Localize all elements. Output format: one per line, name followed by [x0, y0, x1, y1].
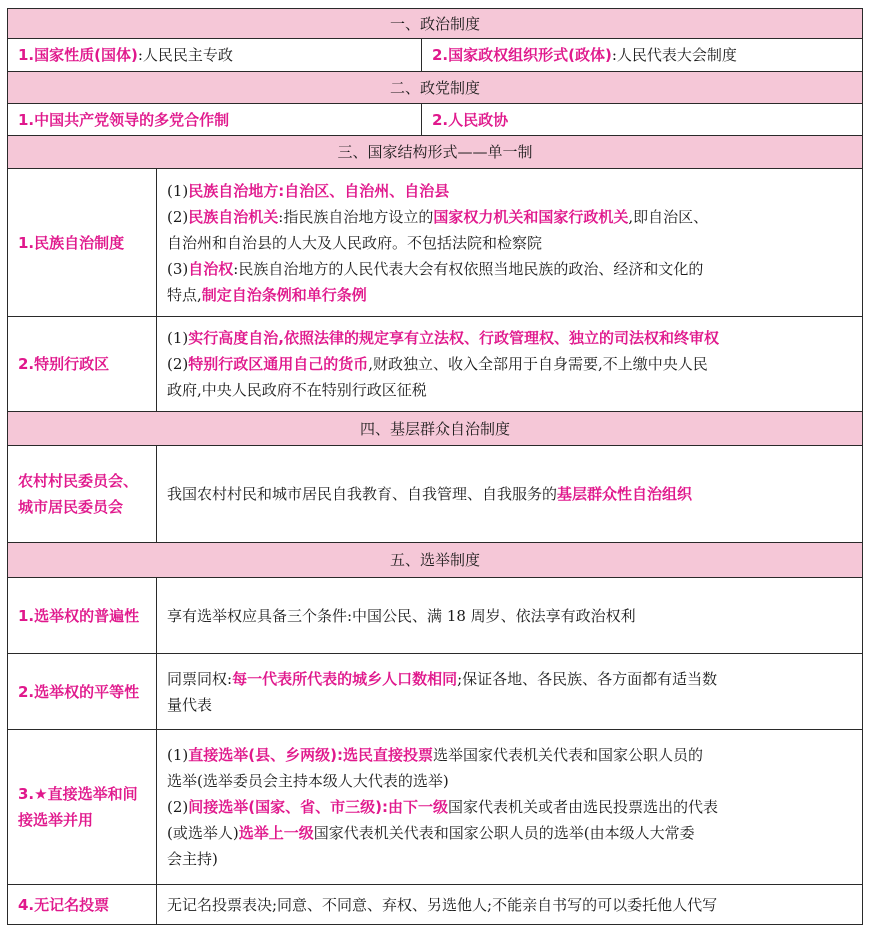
highlight-text: 直接选举(县、乡两级):选民直接投票 — [188, 746, 433, 764]
item-number: (1) — [167, 746, 189, 764]
highlight-text: 特别行政区通用自己的货币 — [188, 355, 369, 373]
table-row — [8, 169, 863, 317]
text-line: 会主持) — [167, 850, 218, 868]
sar-label: 2.特别行政区 — [8, 317, 157, 412]
highlight-text: 民族自治地方:自治区、自治州、自治县 — [188, 181, 450, 200]
party-cooperation-cell — [8, 104, 422, 136]
secret-ballot-content: 无记名投票表决;同意、不同意、弃权、另选他人;不能亲自书写的可以委托他人代写 — [157, 885, 863, 925]
text-line — [167, 178, 852, 204]
sar-content — [157, 317, 863, 412]
table-row — [8, 446, 863, 543]
equal-suffrage-label: 2.选举权的平等性 — [8, 654, 157, 730]
political-system-table — [7, 8, 863, 925]
text-line — [167, 204, 852, 230]
section-header-row — [8, 72, 863, 104]
table-row — [8, 104, 863, 136]
state-nature-cell — [8, 39, 422, 72]
table-row — [8, 578, 863, 654]
section-header-row — [8, 412, 863, 446]
ethnic-autonomy-label: 1.民族自治制度 — [8, 169, 157, 317]
item-number: (1) — [167, 329, 189, 347]
section-title-state-structure: 三、国家结构形式——单一制 — [8, 136, 863, 169]
body-text: 我国农村村民和城市居民自我教育、自我管理、自我服务的 — [167, 485, 558, 503]
body-text: ,财政独立、收入全部用于自身需要,不上缴中央人民 — [368, 355, 708, 373]
body-text: ;保证各地、各民族、各方面都有适当数 — [457, 669, 718, 688]
highlight-text: 实行高度自治,依照法律的规定享有立法权、行政管理权、独立的司法权和终审权 — [188, 329, 719, 347]
item-number: (2) — [167, 798, 189, 816]
state-nature-label: 1.国家性质(国体) — [18, 46, 138, 64]
universal-suffrage-label: 1.选举权的普遍性 — [8, 578, 157, 654]
section-title-grassroots: 四、基层群众自治制度 — [8, 412, 863, 446]
text-line: 自治州和自治县的人大及人民政府。不包括法院和检察院 — [167, 233, 543, 252]
text-line — [167, 325, 852, 351]
secret-ballot-label: 4.无记名投票 — [8, 885, 157, 925]
highlight-text: 基层群众性自治组织 — [557, 485, 693, 503]
body-text: 国家代表机关代表和国家公职人员的选举(由本级人大常委 — [313, 824, 695, 842]
text-line — [167, 256, 852, 282]
highlight-text: 选举上一级 — [238, 824, 314, 842]
village-committee-content — [157, 446, 863, 543]
body-text: 国家代表机关或者由选民投票选出的代表 — [447, 798, 718, 816]
direct-indirect-label: 3.★直接选举和间接选举并用 — [8, 730, 157, 885]
text-line — [167, 742, 852, 768]
direct-indirect-content — [157, 730, 863, 885]
equal-suffrage-content — [157, 654, 863, 730]
text-line: 政府,中央人民政府不在特别行政区征税 — [167, 381, 427, 399]
regime-form-text: :人民代表大会制度 — [611, 46, 737, 64]
ethnic-autonomy-content — [157, 169, 863, 317]
section-title-election: 五、选举制度 — [8, 543, 863, 578]
body-text: :指民族自治地方设立的 — [278, 207, 434, 226]
highlight-text: 自治权 — [188, 259, 234, 278]
table-row — [8, 39, 863, 72]
party-cooperation-label: 1.中国共产党领导的多党合作制 — [18, 110, 230, 129]
item-number: (2) — [167, 207, 189, 226]
item-number: (1) — [167, 181, 189, 200]
universal-suffrage-content: 享有选举权应具备三个条件:中国公民、满 18 周岁、依法享有政治权利 — [157, 578, 863, 654]
text-line: 量代表 — [167, 695, 213, 714]
cppcc-label: 2.人民政协 — [432, 110, 509, 129]
highlight-text: 国家权力机关和国家行政机关 — [433, 207, 629, 226]
body-text: :民族自治地方的人民代表大会有权依照当地民族的政治、经济和文化的 — [233, 259, 704, 278]
section-title-political: 一、政治制度 — [8, 9, 863, 39]
text-line — [167, 282, 852, 308]
highlight-text: 间接选举(国家、省、市三级):由下一级 — [188, 798, 448, 816]
text-line — [167, 820, 852, 846]
section-header-row — [8, 136, 863, 169]
regime-form-cell — [422, 39, 863, 72]
village-committee-label: 农村村民委员会、城市居民委员会 — [8, 446, 157, 543]
body-text: (或选举人) — [167, 824, 239, 842]
section-header-row — [8, 543, 863, 578]
body-text: ,即自治区、 — [628, 207, 709, 226]
table-row — [8, 730, 863, 885]
table-row — [8, 654, 863, 730]
section-title-party: 二、政党制度 — [8, 72, 863, 104]
highlight-text: 民族自治机关 — [188, 207, 279, 226]
body-text: 同票同权: — [167, 669, 233, 688]
text-line — [167, 794, 852, 820]
highlight-text: 制定自治条例和单行条例 — [201, 285, 367, 304]
text-line — [167, 351, 852, 377]
item-number: (2) — [167, 355, 189, 373]
cppcc-cell — [422, 104, 863, 136]
state-nature-text: :人民民主专政 — [137, 46, 233, 64]
section-header-row — [8, 9, 863, 39]
text-line — [167, 666, 852, 692]
highlight-text: 每一代表所代表的城乡人口数相同 — [232, 669, 458, 688]
table-row — [8, 317, 863, 412]
body-text: 选举国家代表机关代表和国家公职人员的 — [432, 746, 703, 764]
table-row — [8, 885, 863, 925]
text-line: 选举(选举委员会主持本级人大代表的选举) — [167, 772, 449, 790]
item-number: (3) — [167, 259, 189, 278]
body-text: 特点, — [167, 285, 202, 304]
regime-form-label: 2.国家政权组织形式(政体) — [432, 46, 612, 64]
